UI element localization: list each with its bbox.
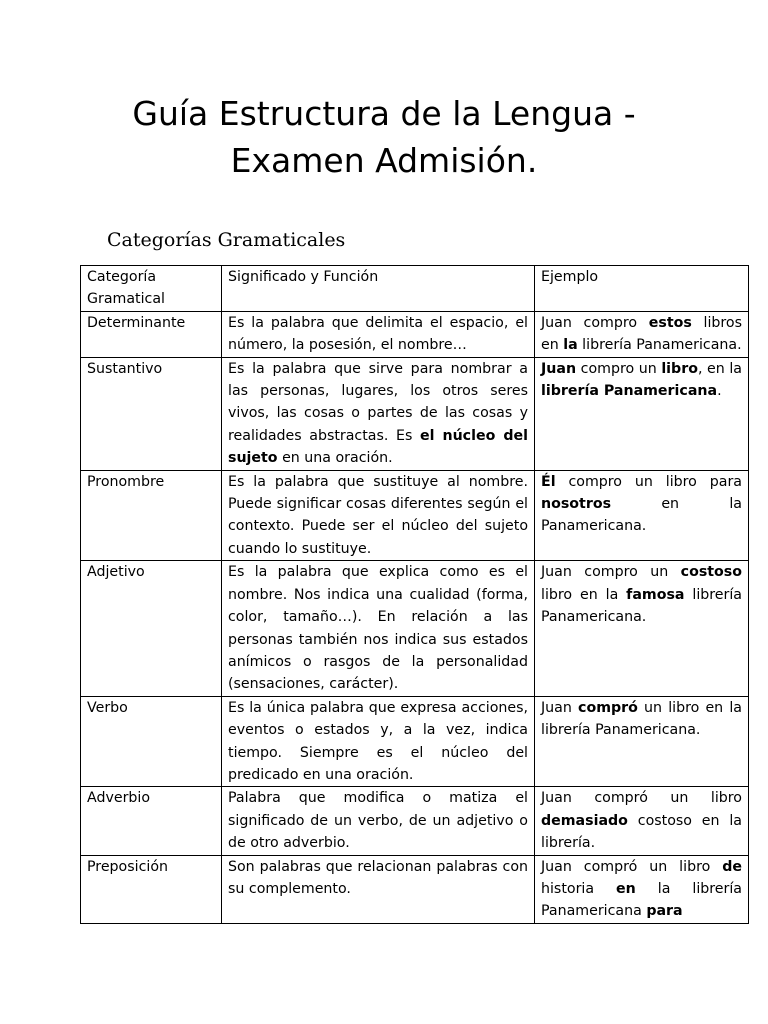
example-text-segment: en la Panamericana. bbox=[541, 496, 742, 535]
example-text-segment: , en la bbox=[697, 360, 742, 377]
example-text-segment: de bbox=[722, 858, 742, 875]
example-text-segment: Juan compró un libro bbox=[541, 790, 742, 807]
category-cell: Pronombre bbox=[81, 470, 222, 561]
meaning-text-segment: en una oración. bbox=[277, 450, 393, 467]
meaning-text-segment: Es la palabra que explica como es el nombre. Nos indica una cualidad (forma, color, tamaño…). En relación a las personas también nos indica sus estados anímicos o rasgos de la personalidad (sensaciones, carácter). bbox=[228, 564, 528, 693]
example-text-segment: costoso bbox=[680, 564, 742, 581]
table-row bbox=[81, 855, 749, 923]
table-row bbox=[81, 311, 749, 357]
example-cell bbox=[535, 696, 749, 787]
example-text-segment: librería Panamericana. bbox=[541, 586, 742, 626]
table-row bbox=[81, 696, 749, 787]
example-text-segment: la librería Panamericana bbox=[541, 880, 742, 920]
example-text-segment: para bbox=[646, 903, 683, 920]
example-text-segment: compro un bbox=[576, 360, 662, 377]
header-category: Categoría Gramatical bbox=[81, 266, 222, 312]
example-text-segment: libro en la bbox=[541, 586, 627, 603]
meaning-cell bbox=[222, 855, 535, 923]
example-text-segment: compró bbox=[578, 699, 638, 716]
example-text-segment: en bbox=[616, 880, 636, 897]
table-row bbox=[81, 357, 749, 470]
category-cell: Sustantivo bbox=[81, 357, 222, 470]
example-text-segment: libros en bbox=[541, 314, 742, 354]
meaning-cell bbox=[222, 561, 535, 696]
example-text-segment: Juan compro un bbox=[541, 564, 681, 581]
example-text-segment: un libro en la librería Panamericana. bbox=[541, 699, 742, 739]
meaning-text-segment: Es la palabra que sirve para nombrar a las personas, lugares, los otros seres vivos, las cosas o partes de las cosas y realidades abstractas. Es bbox=[228, 360, 528, 444]
meaning-text-segment: Son palabras que relacionan palabras con su complemento. bbox=[228, 858, 528, 897]
example-cell bbox=[535, 855, 749, 923]
example-text-segment: compro un libro para bbox=[555, 473, 742, 490]
grammar-table bbox=[80, 265, 749, 924]
meaning-text-segment: Es la única palabra que expresa acciones, eventos o estados y, a la vez, indica tiempo. Siempre es el núcleo del predicado en una oración. bbox=[228, 699, 528, 783]
category-cell: Adjetivo bbox=[81, 561, 222, 696]
category-cell: Adverbio bbox=[81, 787, 222, 855]
meaning-cell bbox=[222, 696, 535, 787]
example-cell bbox=[535, 311, 749, 357]
example-cell bbox=[535, 787, 749, 855]
example-text-segment: Juan compro bbox=[541, 314, 649, 331]
table-header-row bbox=[81, 266, 749, 312]
page-title-line-1: Guía Estructura de la Lengua - bbox=[132, 94, 636, 133]
example-text-segment: estos bbox=[648, 314, 692, 331]
meaning-cell bbox=[222, 311, 535, 357]
example-text-segment: la bbox=[563, 337, 578, 354]
section-heading: Categorías Gramaticales bbox=[107, 229, 346, 251]
example-cell bbox=[535, 470, 749, 561]
example-text-segment: librería Panamericana bbox=[541, 383, 718, 400]
example-text-segment: . bbox=[717, 383, 722, 400]
category-cell: Determinante bbox=[81, 311, 222, 357]
meaning-cell bbox=[222, 357, 535, 470]
meaning-cell bbox=[222, 787, 535, 855]
grammar-table-body bbox=[81, 266, 749, 924]
example-cell bbox=[535, 357, 749, 470]
example-text-segment: historia bbox=[541, 880, 617, 897]
example-text-segment: libro bbox=[661, 360, 698, 377]
example-text-segment: famosa bbox=[626, 586, 685, 603]
table-row bbox=[81, 787, 749, 855]
meaning-cell bbox=[222, 470, 535, 561]
example-text-segment: Juan bbox=[541, 360, 577, 377]
category-cell: Preposición bbox=[81, 855, 222, 923]
meaning-text-segment: Es la palabra que sustituye al nombre. Puede significar cosas diferentes según el contexto. Puede ser el núcleo del sujeto cuando lo sustituye. bbox=[228, 473, 528, 557]
page-title-line-2: Examen Admisión. bbox=[230, 141, 538, 180]
example-text-segment: nosotros bbox=[541, 496, 612, 513]
meaning-text-segment: el núcleo del sujeto bbox=[228, 427, 528, 467]
meaning-text-segment: Palabra que modifica o matiza el significado de un verbo, de un adjetivo o de otro adverbio. bbox=[228, 790, 528, 852]
table-row bbox=[81, 470, 749, 561]
example-text-segment: Juan compró un libro bbox=[541, 858, 723, 875]
example-text-segment: demasiado bbox=[541, 812, 628, 829]
example-text-segment: costoso en la librería. bbox=[541, 812, 742, 852]
page-title bbox=[0, 90, 768, 184]
example-cell bbox=[535, 561, 749, 696]
example-text-segment: Él bbox=[541, 473, 556, 490]
header-example: Ejemplo bbox=[535, 266, 749, 312]
example-text-segment: librería Panamericana. bbox=[577, 337, 742, 354]
table-row bbox=[81, 561, 749, 696]
meaning-text-segment: Es la palabra que delimita el espacio, el número, la posesión, el nombre… bbox=[228, 314, 528, 354]
header-meaning: Significado y Función bbox=[222, 266, 535, 312]
category-cell: Verbo bbox=[81, 696, 222, 787]
example-text-segment: Juan bbox=[541, 699, 579, 716]
